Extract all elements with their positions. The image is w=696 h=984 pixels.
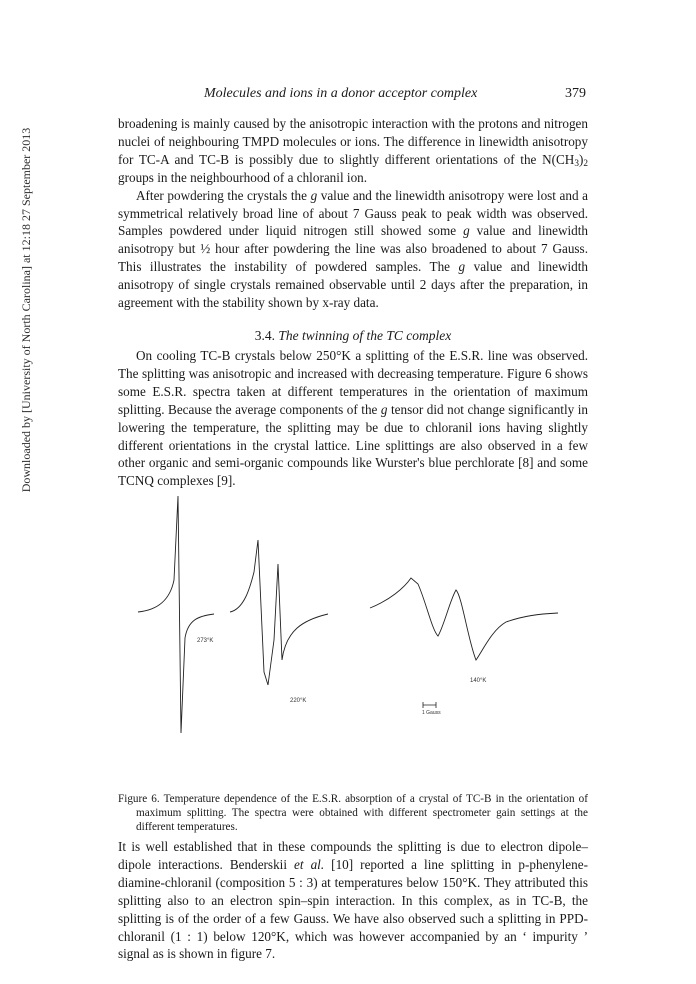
scale-bar [423,702,436,708]
label-273k: 273°K [197,638,214,644]
page-number: 379 [565,86,586,101]
spectrum-220k [230,540,328,685]
figure-caption-text: Figure 6. Temperature dependence of the E.S.R. absorption of a crystal of TC-B in the orientation of maximum splitting. The spectra were obtained with different spectrometer gain settings at the different temperatures. [118,793,588,833]
esr-spectra-plot [118,490,588,760]
label-220k: 220°K [290,698,307,704]
text-block-twinning [118,347,588,490]
download-notice-text: Downloaded by [University of North Carolina] at 12:18 27 September 2013 [19,127,33,493]
section-heading [118,327,588,345]
spectrum-273k [138,496,214,733]
label-scale: 1 Gauss [422,710,441,716]
section-title: The twinning of the TC complex [278,328,452,343]
spectrum-140k [370,578,558,660]
text-block-bottom [118,838,588,963]
figure-esr-spectra [118,490,588,760]
figure-caption [118,792,588,834]
label-140k: 140°K [470,678,487,684]
paragraph-powdering: After powdering the crystals the g value and the linewidth anisotropy were lost and a symmetrical relatively broad line of about 7 Gauss peak to peak width was observed. Samples powdered under liquid nitrogen still showed some g value and linewidth anisotropy but ½ hour after powdering the line was also broadened to about 7 Gauss. This illustrates the instability of powdered samples. The g value and linewidth anisotropy of single crystals remained observable until 2 days after the preparation, in agreement with the stability shown by x-ray data. [118,187,588,311]
paragraph-dipole: It is well established that in these compounds the splitting is due to electron dipole–dipole interactions. Benderskii et al. [10] reported a line splitting in p-phenylene-diamine-chloranil (composition 5 : 3) at temperatures below 150°K. They attributed this splitting also to an electron spin–spin interaction. In this complex, as in TC-B, the splitting is of the order of a few Gauss. We have also observed such a splitting in PPD-chloranil (1 : 1) below 120°K, which was however accompanied by an ‘ impurity ’ signal as is shown in figure 7. [118,839,588,962]
section-number: 3.4. [254,328,275,343]
paragraph-cooling: On cooling TC-B crystals below 250°K a splitting of the E.S.R. line was observed. The splitting was anisotropic and increased with decreasing temperature. Figure 6 shows some E.S.R. spectra taken at different temperatures in the orientation of maximum splitting. Because the average components of the g tensor did not change significantly in lowering the temperature, the splitting may be due to chloranil ions having slightly different orientations in the crystal lattice. Line splittings are also observed in a few other organic and semi-organic compounds like Wurster's blue perchlorate [8] and some TCNQ complexes [9]. [118,348,588,489]
running-head-title: Molecules and ions in a donor acceptor complex [204,86,478,101]
text-block-top [118,115,588,312]
running-head [118,84,586,104]
paragraph-linewidth: broadening is mainly caused by the anisotropic interaction with the protons and nitrogen nuclei of neighbouring TMPD molecules or ions. The difference in linewidth anisotropy for TC-A and TC-B is possibly due to slightly different orientations of the $N(CH_3)_2$ groups in the neighbourhood of a chloranil ion. [118,116,588,185]
